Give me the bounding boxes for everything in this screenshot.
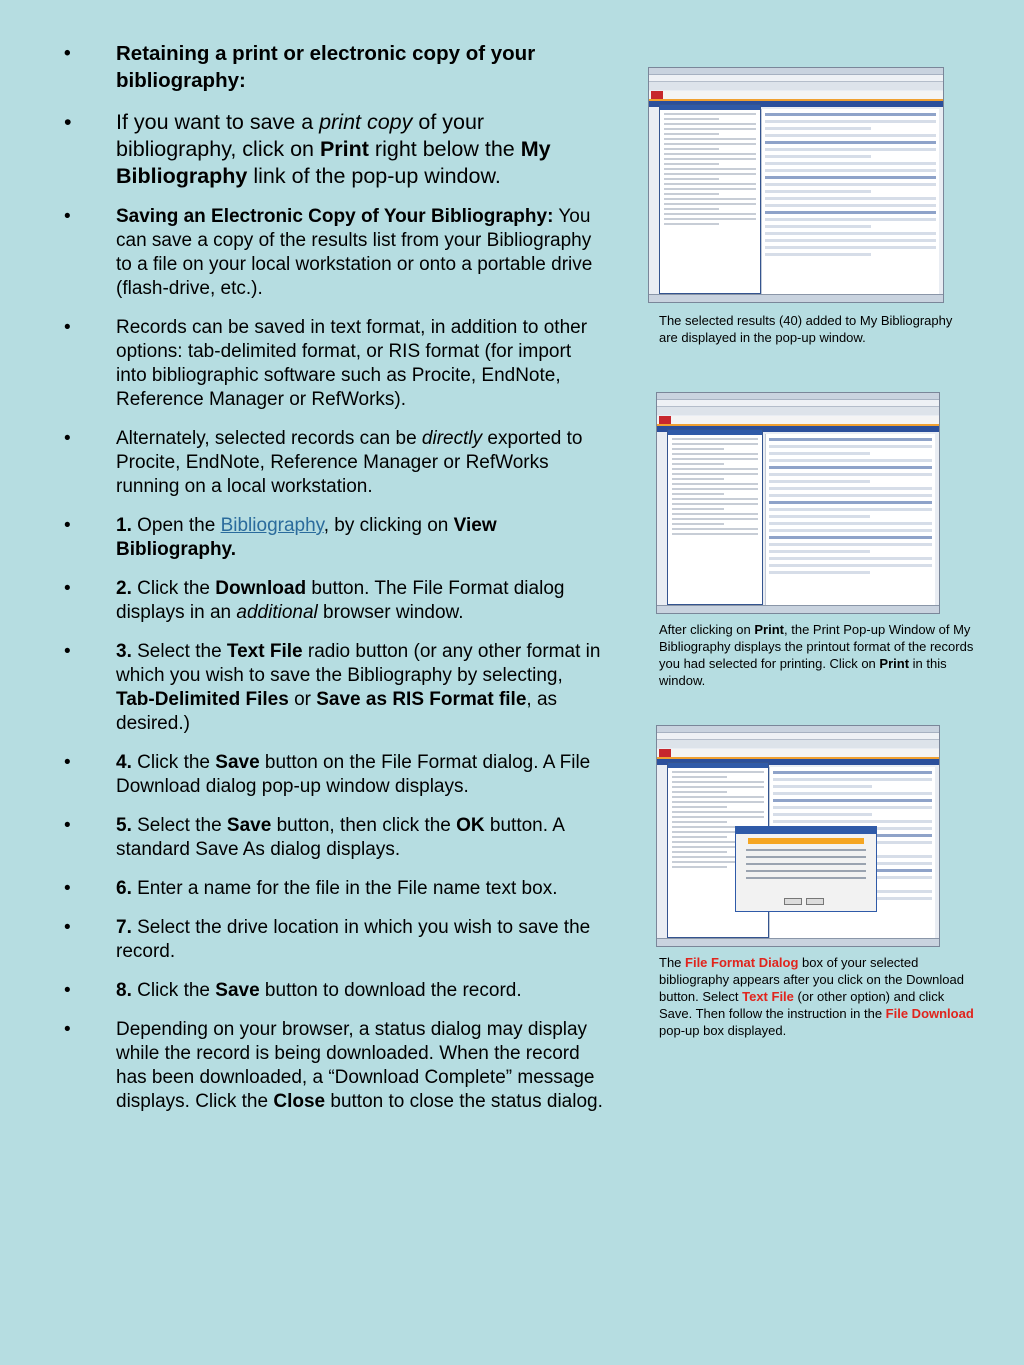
text-bold: Close: [273, 1091, 326, 1112]
browser-title-bar: [657, 726, 939, 733]
text: Alternately, selected records can be: [116, 428, 422, 449]
text: radio button (or any other format in which you wish to save the Bibliography by selecting,: [116, 641, 601, 686]
bullet-dot: •: [64, 1019, 71, 1040]
text: box of your selected bibliography appears after you click on the Download button. Select: [659, 955, 964, 1004]
bullet-dot: •: [64, 980, 71, 1001]
text-bold: Save: [226, 815, 272, 836]
site-logo: [651, 91, 663, 99]
caption-2: [659, 621, 974, 689]
bullet-dot: •: [64, 206, 71, 227]
text-bold: Text File: [226, 641, 303, 662]
step-number: 4.: [116, 752, 132, 773]
text: Click the: [131, 980, 216, 1001]
step-number: 6.: [116, 878, 132, 899]
text: pop-up box displayed.: [659, 1023, 787, 1038]
bullet-dot: •: [64, 43, 71, 64]
caption-1: The selected results (40) added to My Bibliography are displayed in the pop-up window.: [659, 313, 953, 345]
text: button. A standard Save As dialog displays.: [116, 815, 564, 860]
text: Click the: [131, 752, 216, 773]
text-bold: View Bibliography.: [116, 515, 497, 560]
text: Enter a name for the file in the File name text box.: [131, 878, 558, 899]
browser-toolbar: [649, 82, 943, 90]
browser-address-bar: [649, 75, 943, 82]
bullet-step-7: [64, 916, 604, 964]
bullet-dot: •: [64, 815, 71, 836]
site-nav: [649, 91, 943, 101]
text: right below the: [368, 137, 521, 161]
bullet-dot: •: [64, 752, 71, 773]
bullet-dot: •: [64, 578, 71, 599]
text-bold: My Bibliography: [116, 137, 551, 188]
text: , the Print Pop-up Window of My Bibliography displays the printout format of the records you had selected for printing. Click on: [659, 622, 974, 671]
heading-text: Retaining a print or electronic copy of your bibliography:: [116, 42, 536, 92]
text: button to download the record.: [259, 980, 522, 1001]
browser-title-bar: [649, 68, 943, 75]
text: button to close the status dialog.: [325, 1091, 603, 1112]
text: Select the: [131, 641, 227, 662]
text-bold: Download: [215, 578, 307, 599]
bullet-step-1: [64, 514, 604, 562]
screenshot-print-popup: [656, 392, 940, 614]
text-highlight: File Download: [885, 1006, 974, 1021]
taskbar: [657, 605, 939, 613]
text: in this window.: [659, 656, 947, 688]
step-number: 7.: [116, 917, 132, 938]
text: Records can be saved in text format, in addition to other options: tab-delimited format, or RIS format (for import into bibliographic software such as Procite, EndNote, Reference Manager or RefWorks).: [116, 317, 588, 410]
bullet-formats: [64, 316, 604, 412]
bullet-dot: •: [64, 878, 71, 899]
text: button on the File Format dialog. A File Download dialog pop-up window displays.: [116, 752, 591, 797]
bullet-step-6: [64, 877, 604, 901]
text: Click the: [131, 578, 216, 599]
text: (or other option) and click Save. Then follow the instruction in the: [659, 989, 945, 1021]
print-popup: [667, 429, 763, 605]
text-italic: print copy: [319, 110, 413, 134]
browser-title-bar: [657, 393, 939, 400]
text: Open the: [131, 515, 221, 536]
text-highlight: Text File: [742, 989, 794, 1004]
step-number: 2.: [116, 578, 132, 599]
file-format-dialog: [735, 826, 877, 912]
text-bold: Save: [215, 980, 260, 1001]
text-bold: Tab-Delimited Files: [116, 689, 289, 710]
bibliography-popup: [659, 104, 761, 294]
text: link of the pop-up window.: [247, 164, 501, 188]
browser-address-bar: [657, 400, 939, 407]
bullet-heading: [64, 40, 604, 94]
text: browser window.: [317, 602, 464, 623]
bullet-electronic-copy: [64, 205, 604, 301]
bullet-dot: •: [64, 110, 72, 134]
taskbar: [649, 294, 943, 302]
browser-address-bar: [657, 733, 939, 740]
results-pane: [765, 434, 935, 605]
text: The: [659, 955, 686, 970]
caption-3: [659, 954, 974, 1039]
results-pane: [761, 109, 939, 294]
text-italic: additional: [236, 602, 318, 623]
text: , as desired.): [116, 689, 558, 734]
text: of your bibliography, click on: [116, 110, 485, 161]
bullet-dot: •: [64, 515, 71, 536]
bullet-export: [64, 427, 604, 499]
bullet-download-complete: [64, 1018, 604, 1114]
browser-toolbar: [657, 740, 939, 748]
text-bold: Print: [879, 656, 910, 671]
bullet-dot: •: [64, 641, 71, 662]
step-number: 1.: [116, 515, 132, 536]
site-logo: [659, 416, 671, 424]
bullet-step-3: [64, 640, 604, 736]
bullet-step-5: [64, 814, 604, 862]
screenshot-my-bibliography: [648, 67, 944, 303]
cancel-button[interactable]: [806, 898, 824, 905]
text: button. The File Format dialog displays in an: [116, 578, 565, 623]
step-number: 8.: [116, 980, 132, 1001]
text: Depending on your browser, a status dialog may display while the record is being downloaded. When the record has been downloaded, a “Download Complete” message displays. Click the: [116, 1019, 595, 1112]
site-logo: [659, 749, 671, 757]
site-nav: [657, 416, 939, 426]
bullet-dot: •: [64, 428, 71, 449]
text-bold: Print: [319, 137, 369, 161]
bullet-dot: •: [64, 317, 71, 338]
text-bold: OK: [456, 815, 485, 836]
text-bold: Print: [754, 622, 784, 637]
text: If you want to save a: [116, 110, 320, 134]
taskbar: [657, 938, 939, 946]
screenshot-file-format-dialog: [656, 725, 940, 947]
text: After clicking on: [659, 622, 755, 637]
bullet-step-4: [64, 751, 604, 799]
text-highlight: File Format Dialog: [685, 955, 799, 970]
text: button, then click the: [271, 815, 457, 836]
text: or: [288, 689, 317, 710]
text: , by clicking on: [323, 515, 454, 536]
text-bold: Saving an Electronic Copy of Your Bibliography:: [116, 206, 554, 227]
bullet-dot: •: [64, 917, 71, 938]
text: Select the: [131, 815, 227, 836]
text: Select the drive location in which you wish to save the record.: [116, 917, 591, 962]
text: exported to Procite, EndNote, Reference Manager or RefWorks running on a local workstation.: [116, 428, 583, 497]
instruction-list: [64, 40, 604, 1129]
bibliography-link[interactable]: Bibliography: [220, 515, 324, 536]
step-number: 3.: [116, 641, 132, 662]
text-italic: directly: [421, 428, 483, 449]
text: You can save a copy of the results list from your Bibliography to a file on your local workstation or onto a portable drive (flash-drive, etc.).: [116, 206, 593, 299]
save-button[interactable]: [784, 898, 802, 905]
bullet-print-copy: [64, 109, 604, 190]
text-bold: Save as RIS Format file: [316, 689, 527, 710]
bullet-step-2: [64, 577, 604, 625]
text-bold: Save: [215, 752, 260, 773]
step-number: 5.: [116, 815, 132, 836]
site-nav: [657, 749, 939, 759]
browser-toolbar: [657, 407, 939, 415]
bullet-step-8: [64, 979, 604, 1003]
